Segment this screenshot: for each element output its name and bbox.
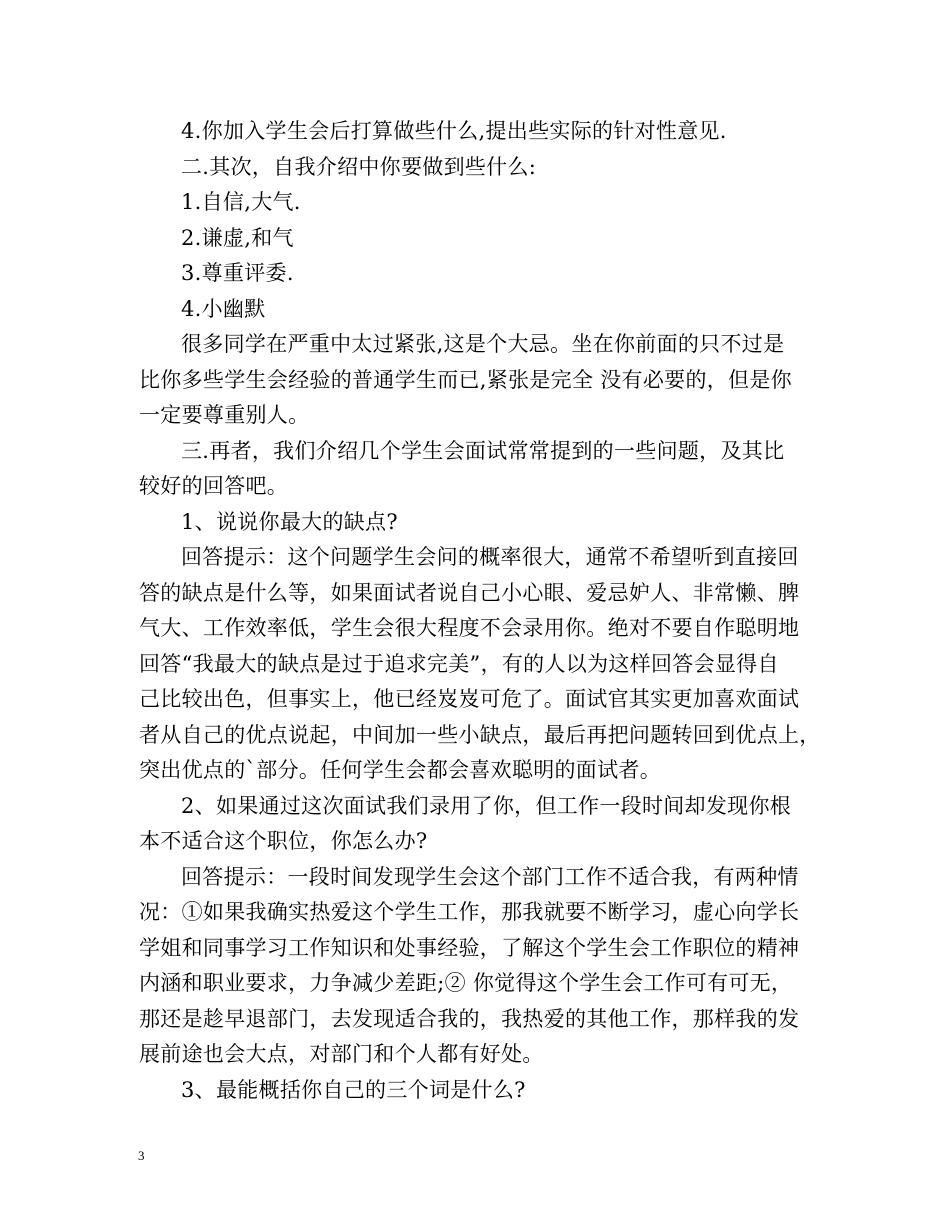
text-line: 展前途也会大点，对部门和个人都有好处。 — [139, 1042, 544, 1066]
text-line: 回答提示：这个问题学生会问的概率很大，通常不希望听到直接回 — [181, 545, 799, 569]
text-line: 3.尊重评委. — [181, 261, 294, 285]
text-line: 2、如果通过这次面试我们录用了你，但工作一段时间却发现你根 — [181, 794, 792, 818]
text-line: 4.小幽默 — [181, 297, 266, 321]
text-line: 一定要尊重别人。 — [139, 403, 310, 427]
text-line: 二.其次，自我介绍中你要做到些什么: — [181, 155, 537, 179]
text-line: 1、说说你最大的缺点? — [181, 510, 398, 534]
text-line: 气大、工作效率低，学生会很大程度不会录用你。绝对不要自作聪明地 — [139, 616, 800, 640]
text-line: 4.你加入学生会后打算做些什么,提出些实际的针对性意见. — [181, 119, 727, 143]
text-line: 本不适合这个职位，你怎么办? — [139, 829, 428, 853]
text-line: 内涵和职业要求，力争减少差距;② 你觉得这个学生会工作可有可无， — [139, 971, 793, 995]
text-line: 比你多些学生会经验的普通学生而已,紧张是完全 没有必要的，但是你 — [139, 368, 792, 392]
text-line: 回答提示：一段时间发现学生会这个部门工作不适合我，有两种情 — [181, 865, 799, 889]
text-line: 1.自信,大气. — [181, 190, 301, 214]
text-line: 很多同学在严重中太过紧张,这是个大忌。坐在你前面的只不过是 — [181, 332, 785, 356]
page-number: 3 — [138, 1148, 145, 1163]
text-line: 答的缺点是什么等，如果面试者说自己小心眼、爱忌妒人、非常懒、脾 — [139, 581, 800, 605]
text-line: 回答“我最大的缺点是过于追求完美”，有的人以为这样回答会显得自 — [139, 652, 779, 676]
text-line: 那还是趁早退部门，去发现适合我的，我热爱的其他工作，那样我的发 — [139, 1007, 800, 1031]
text-line: 突出优点的`部分。任何学生会都会喜欢聪明的面试者。 — [139, 758, 661, 782]
text-line: 3、最能概括你自己的三个词是什么? — [181, 1078, 526, 1102]
text-line: 学姐和同事学习工作知识和处事经验，了解这个学生会工作职位的精神 — [139, 936, 800, 960]
text-line: 况：①如果我确实热爱这个学生工作，那我就要不断学习，虚心向学长 — [139, 900, 800, 924]
text-line: 三.再者，我们介绍几个学生会面试常常提到的一些问题，及其比 — [181, 439, 785, 463]
text-line: 较好的回答吧。 — [139, 474, 289, 498]
text-line: 者从自己的优点说起，中间加一些小缺点，最后再把问题转回到优点上， — [139, 723, 821, 747]
text-line: 己比较出色，但事实上，他已经岌岌可危了。面试官其实更加喜欢面试 — [139, 687, 800, 711]
text-line: 2.谦虚,和气 — [181, 226, 294, 250]
